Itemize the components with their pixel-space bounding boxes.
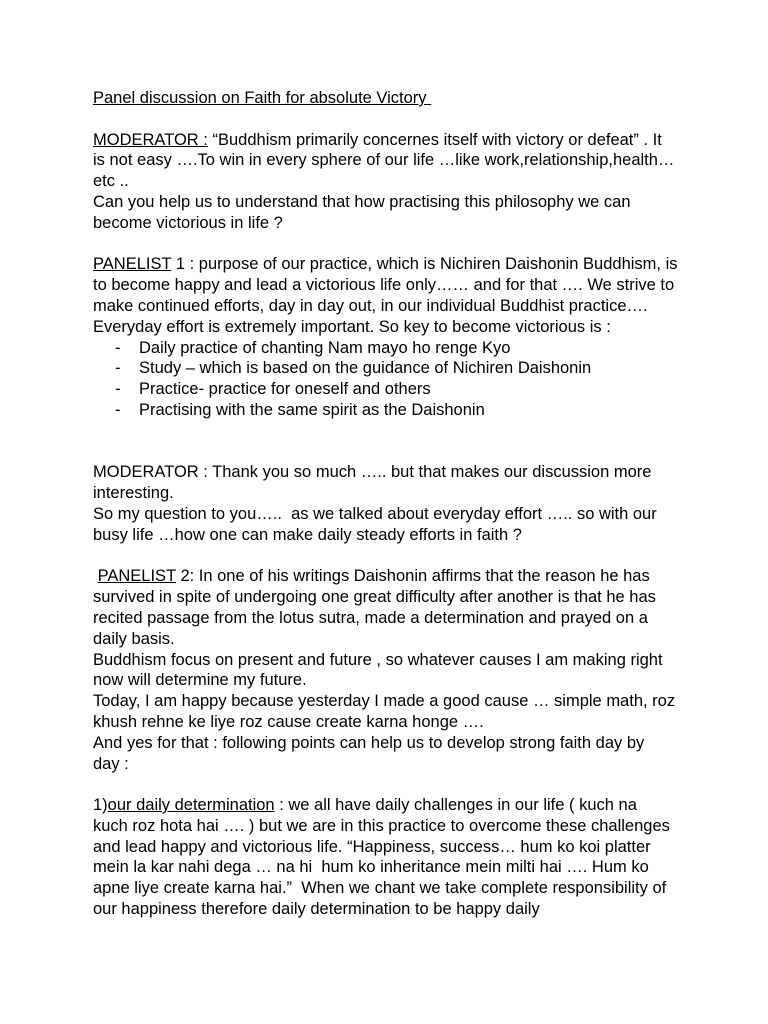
bullet-dash: - <box>115 338 121 357</box>
moderator1-line-4: become victorious in life ? <box>93 213 283 232</box>
list-item <box>93 358 693 379</box>
list-item <box>93 400 693 421</box>
panelist2-line-4: Buddhism focus on present and future , so whatever causes I am making right <box>93 650 663 669</box>
spacer <box>93 442 693 463</box>
point-number: 1) <box>93 796 108 815</box>
panelist2-line-6: Today, I am happy because yesterday I made a good cause … simple math, roz <box>93 692 676 711</box>
list-item <box>93 338 693 359</box>
panelist-label: PANELIST <box>93 255 172 274</box>
moderator-label: MODERATOR : <box>93 130 208 149</box>
point1-line-3: mein la kar nahi dega … na hi hum ko inheritance mein milti hai …. Hum ko <box>93 858 649 877</box>
panelist2-line-3: daily basis. <box>93 629 175 648</box>
bullet-dash: - <box>115 359 121 378</box>
panelist1-text: 1 : purpose of our practice, which is Nichiren Daishonin Buddhism, is <box>171 255 678 274</box>
point1-line-4: apne liye create karna hai.” When we chant we take complete responsibility of <box>93 879 667 898</box>
spacer <box>93 234 693 255</box>
spacer <box>93 774 693 795</box>
point-heading: our daily determination <box>107 796 275 815</box>
panelist1-line-0 <box>93 254 693 275</box>
key-points-list <box>93 338 693 421</box>
document-page <box>93 88 693 920</box>
moderator2-line-1: interesting. <box>93 484 174 503</box>
list-item <box>93 379 693 400</box>
moderator1-line-1: is not easy ….To win in every sphere of our life …like work,relationship,health… <box>93 151 675 170</box>
panelist-answer-2 <box>93 566 693 774</box>
panelist2-line-8: And yes for that : following points can help us to develop strong faith day by <box>93 733 645 752</box>
point1-line-0 <box>93 795 693 816</box>
moderator1-line-0 <box>93 130 693 151</box>
panelist1-line-3: Everyday effort is extremely important. So key to become victorious is : <box>93 317 611 336</box>
panelist2-line-5: now will determine my future. <box>93 671 307 690</box>
spacer <box>93 546 693 567</box>
spacer <box>93 109 693 130</box>
list-item-text: Daily practice of chanting Nam mayo ho renge Kyo <box>139 338 511 357</box>
point1-line-5: our happiness therefore daily determination to be happy daily <box>93 900 540 919</box>
bullet-dash: - <box>115 400 121 419</box>
list-item-text: Practising with the same spirit as the Daishonin <box>139 400 485 419</box>
panelist2-line-9: day : <box>93 754 129 773</box>
document-title <box>93 88 693 109</box>
list-item-text: Study – which is based on the guidance of Nichiren Daishonin <box>139 359 592 378</box>
moderator-question-2 <box>93 462 693 545</box>
point-daily-determination <box>93 795 693 920</box>
panelist2-text: 2: In one of his writings Daishonin affirms that the reason he has <box>175 567 650 586</box>
spacer <box>93 421 693 442</box>
panelist2-line-7: khush rehne ke liye roz cause create karna honge …. <box>93 712 484 731</box>
panelist1-line-2: make continued efforts, day in day out, in our individual Buddhist practice…. <box>93 296 648 315</box>
list-item-text: Practice- practice for oneself and others <box>139 380 431 399</box>
panelist2-line-1: survived in spite of undergoing one great difficulty after another is that he has <box>93 588 656 607</box>
moderator1-text: “Buddhism primarily concernes itself with victory or defeat” . It <box>207 130 662 149</box>
panelist-label: PANELIST <box>97 567 176 586</box>
panelist2-line-0 <box>93 566 693 587</box>
moderator2-line-0: MODERATOR : Thank you so much ….. but that makes our discussion more <box>93 463 652 482</box>
point1-text: : we all have daily challenges in our life ( kuch na <box>274 796 637 815</box>
point1-line-2: and lead happy and victorious life. “Happiness, success… hum ko koi platter <box>93 837 651 856</box>
bullet-dash: - <box>115 380 121 399</box>
point1-line-1: kuch roz hota hai …. ) but we are in this practice to overcome these challenges <box>93 816 670 835</box>
moderator2-line-2: So my question to you….. as we talked about everyday effort ….. so with our <box>93 504 657 523</box>
panelist1-line-1: to become happy and lead a victorious life only…… and for that …. We strive to <box>93 276 675 295</box>
moderator1-line-3: Can you help us to understand that how practising this philosophy we can <box>93 192 631 211</box>
moderator-question-1 <box>93 130 693 234</box>
moderator1-line-2: etc .. <box>93 172 129 191</box>
panelist-answer-1 <box>93 254 693 420</box>
title-text: Panel discussion on Faith for absolute Victory <box>93 89 432 107</box>
moderator2-line-3: busy life …how one can make daily steady efforts in faith ? <box>93 525 522 544</box>
panelist2-line-2: recited passage from the lotus sutra, made a determination and prayed on a <box>93 608 648 627</box>
